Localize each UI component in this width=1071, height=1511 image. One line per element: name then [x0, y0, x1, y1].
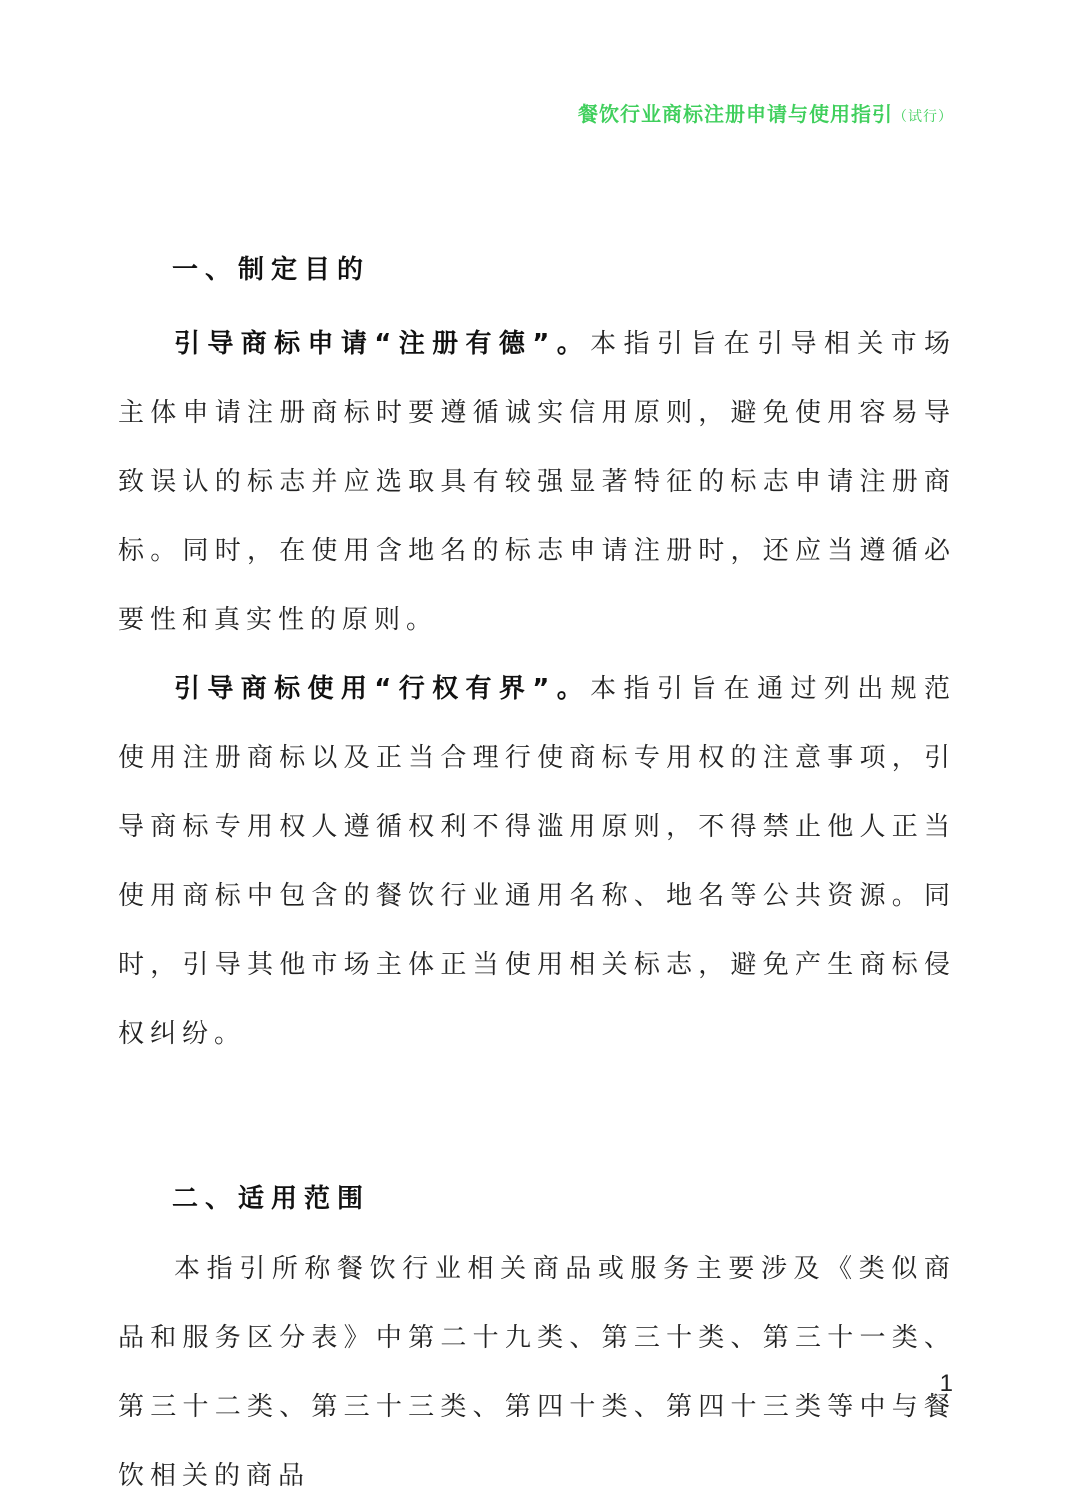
paragraph-lead: 引导商标申请“注册有德”。 [174, 329, 591, 359]
paragraph-registration-guidance [118, 310, 956, 655]
section-heading-purpose: 一、制定目的 [172, 255, 371, 285]
document-body [118, 248, 956, 1511]
paragraph-body: 本指引旨在引导相关市场主体申请注册商标时要遵循诚实信用原则，避免使用容易导致误认的标志并应选取具有较强显著特征的标志申请注册商标。同时，在使用含地名的标志申请注册时，还应当遵循必要性和真实性的原则。 [118, 329, 956, 635]
running-header-suffix: （试行） [893, 109, 953, 125]
paragraph-body: 本指引旨在通过列出规范使用注册商标以及正当合理行使商标专用权的注意事项，引导商标专用权人遵循权利不得滥用原则，不得禁止他人正当使用商标中包含的餐饮行业通用名称、地名等公共资源。同时，引导其他市场主体正当使用相关标志，避免产生商标侵权纠纷。 [118, 674, 956, 1049]
page-number: 1 [939, 1370, 953, 1397]
running-header-title: 餐饮行业商标注册申请与使用指引 [578, 102, 893, 126]
section-heading-scope: 二、适用范围 [172, 1184, 371, 1214]
paragraph-lead: 引导商标使用“行权有界”。 [174, 674, 591, 704]
paragraph-scope [118, 1235, 956, 1511]
paragraph-body: 本指引所称餐饮行业相关商品或服务主要涉及《类似商品和服务区分表》中第二十九类、第三十类、第三十一类、第三十二类、第三十三类、第四十类、第四十三类等中与餐饮相关的商品 [118, 1254, 956, 1491]
running-header [578, 98, 953, 127]
paragraph-usage-guidance [118, 655, 956, 1069]
